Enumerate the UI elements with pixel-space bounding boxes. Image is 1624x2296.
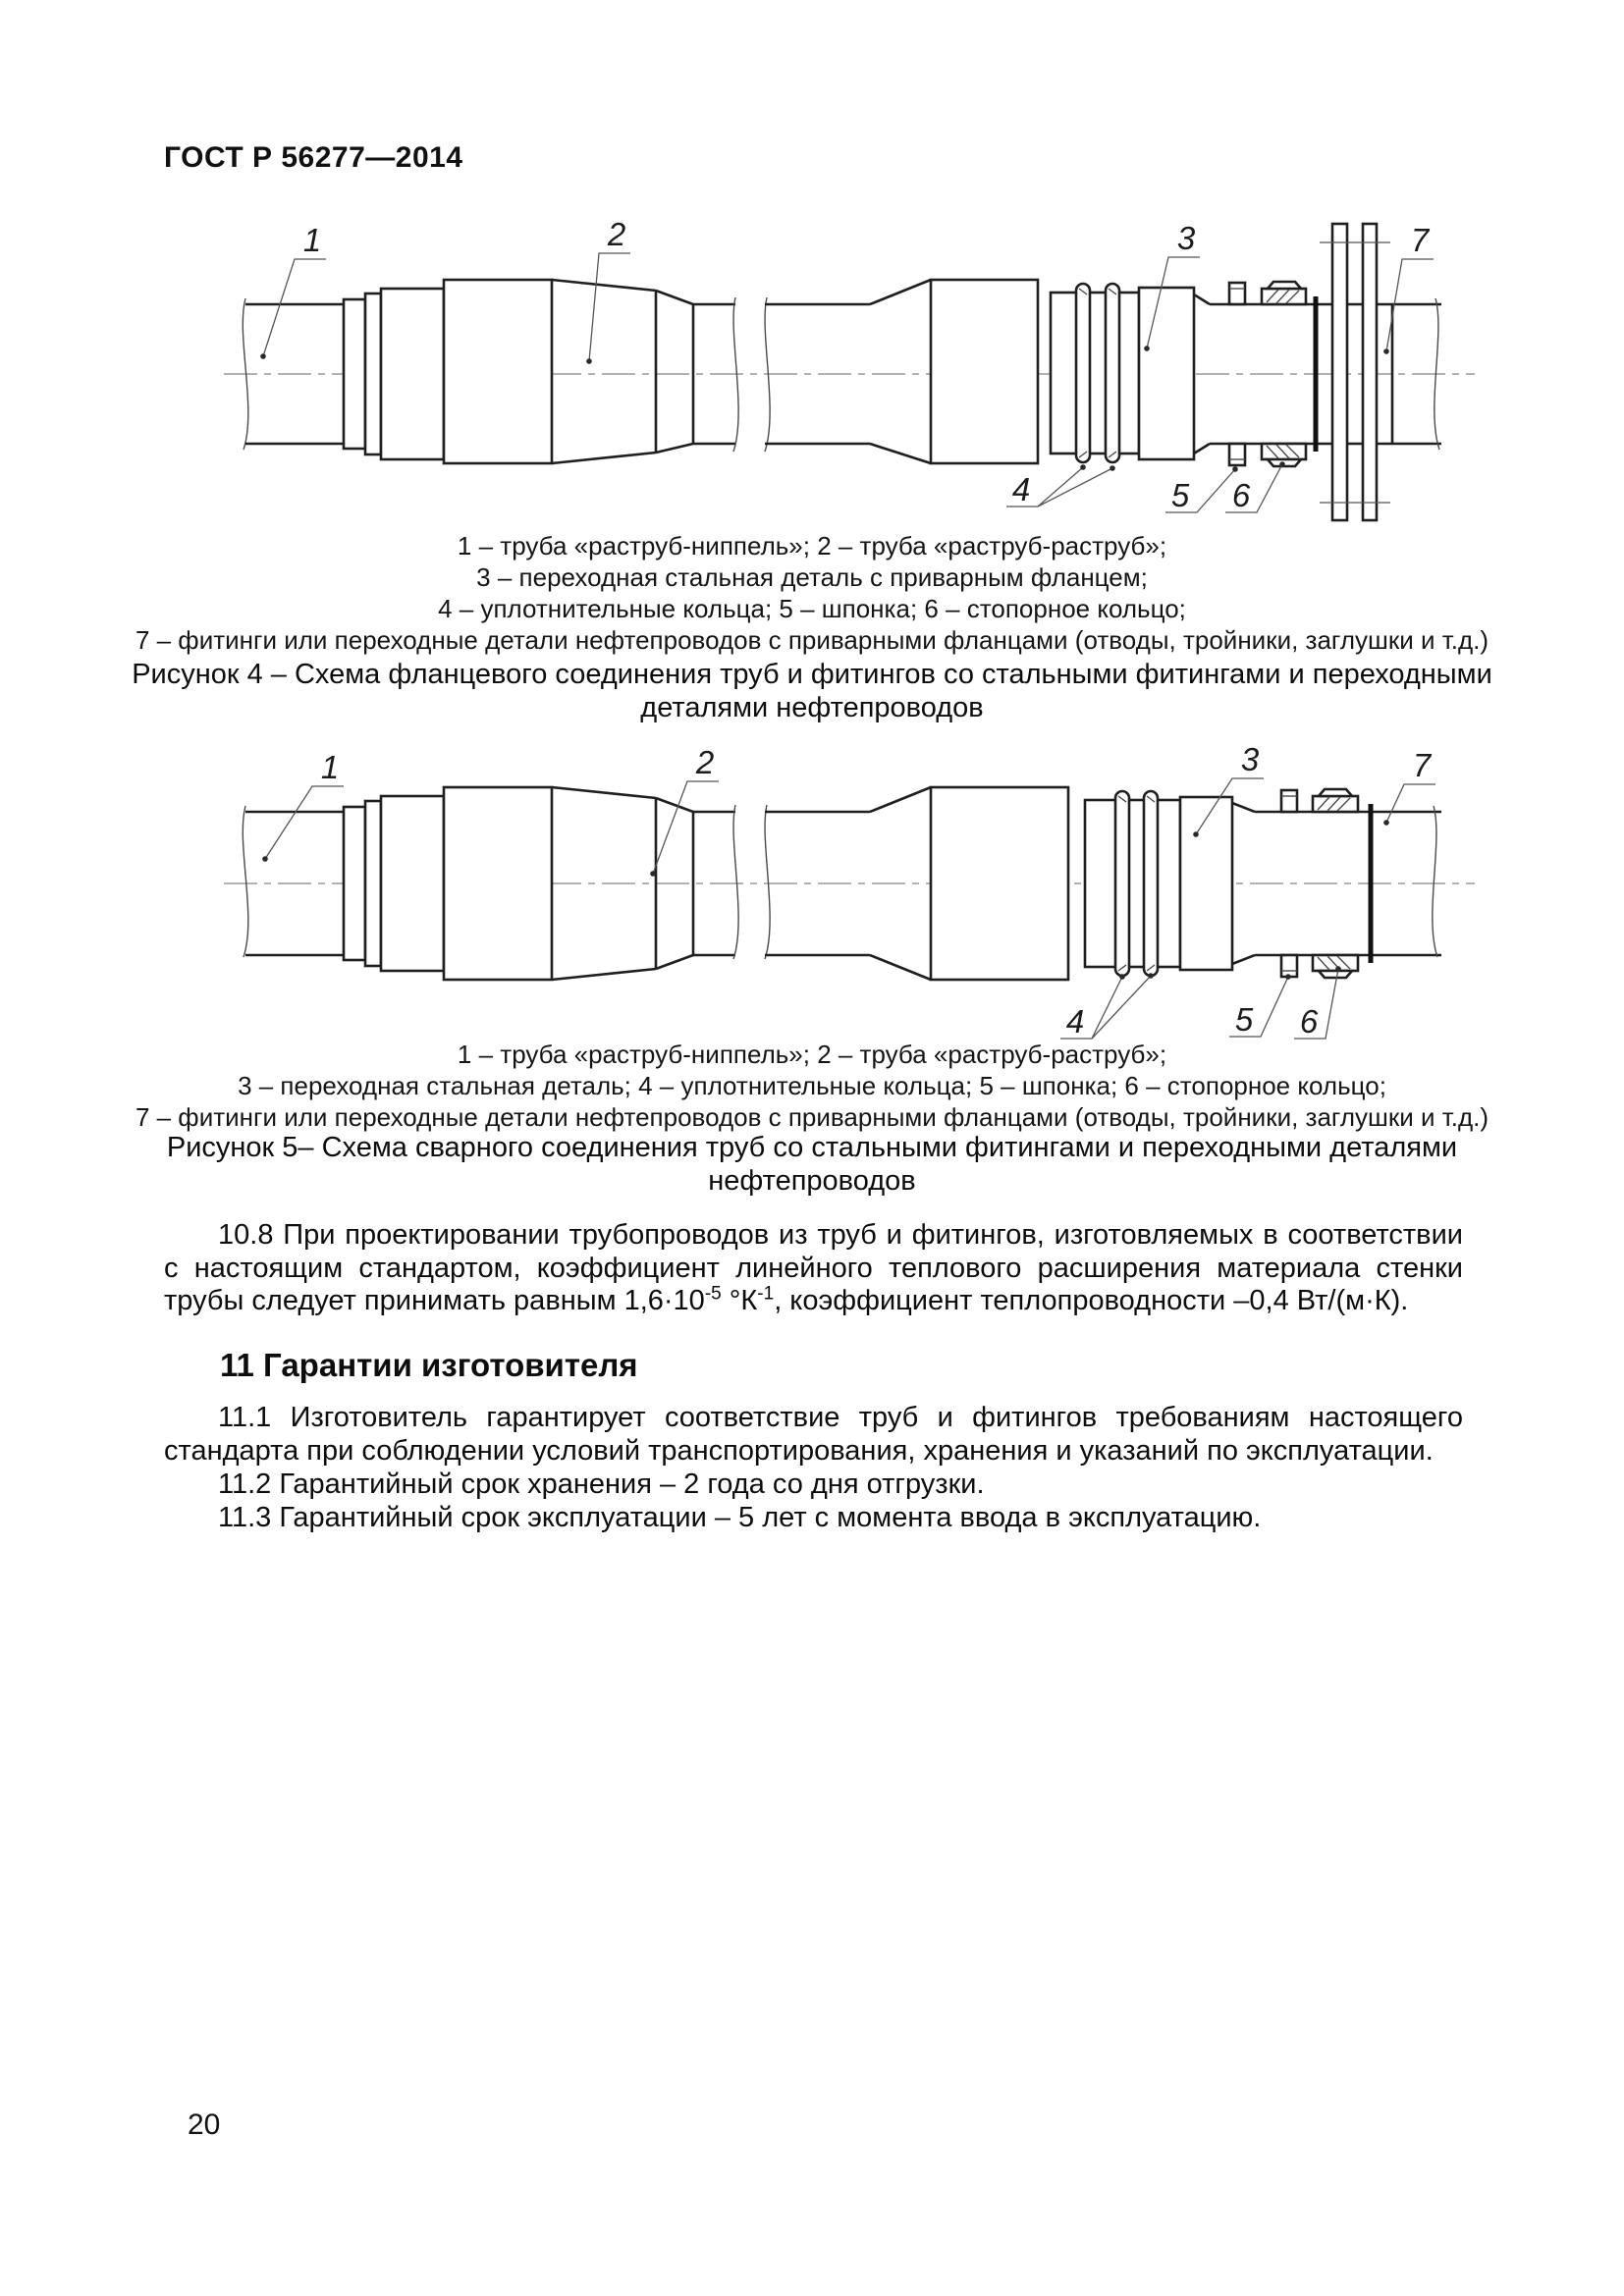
pipe-2-socket: [444, 280, 693, 463]
paragraph-10-8: [164, 1219, 1463, 1318]
figure4-caption-line: 7 – фитинги или переходные детали нефтепроводов с приварными фланцами (отводы, тройники, заглушки и т.д.): [135, 625, 1489, 655]
document-header: ГОСТ Р 56277—2014: [164, 141, 463, 174]
paragraph-11-2: 11.2 Гарантийный срок хранения – 2 года со дня отгрузки.: [218, 1468, 985, 1500]
figure4-caption: [66, 530, 1558, 656]
flange-plates: [1316, 224, 1390, 520]
figure4-caption-line: 3 – переходная стальная деталь с приварным фланцем;: [476, 562, 1148, 592]
figure4-caption-line: 1 – труба «раструб-ниппель»; 2 – труба «раструб-раструб»;: [457, 531, 1167, 561]
figure5-title: [66, 1131, 1558, 1198]
figure4-title: [66, 658, 1558, 724]
figure4-title-line2: деталями нефтепроводов: [640, 692, 984, 723]
figure4-label-1: 1: [302, 222, 322, 258]
pipe-1: [243, 796, 444, 971]
superscript-exponent: -1: [757, 1283, 775, 1305]
figure5-caption-line: 3 – переходная стальная деталь; 4 – уплотнительные кольца; 5 – шпонка; 6 – стопорное кольцо;: [238, 1071, 1386, 1100]
figure4-label-4: 4: [1011, 471, 1031, 507]
seal-section: [1085, 791, 1180, 976]
seal-section: [1051, 284, 1139, 462]
paragraph-11-3: 11.3 Гарантийный срок эксплуатации – 5 лет с момента ввода в эксплуатацию.: [218, 1502, 1262, 1533]
page-number: 20: [188, 2109, 221, 2141]
figure5-label-4: 4: [1065, 1003, 1085, 1040]
figure4-label-6: 6: [1231, 477, 1251, 513]
paragraph-10-8-text: 10.8 При проектировании трубопроводов из труб и фитингов, изготовляемых в соответствии с настоящим стандартом, коэффициент линейного теплового расширения материала стенки трубы следует принимать равным 1,6·10: [164, 1219, 1463, 1316]
figure5-label-2: 2: [695, 744, 715, 780]
figure5-label-6: 6: [1299, 1003, 1319, 1040]
figure4-label-3: 3: [1176, 220, 1196, 256]
figure4-drawing: [196, 187, 1483, 560]
figure5-title-line2: нефтепроводов: [708, 1165, 916, 1197]
figure5-caption: [66, 1039, 1558, 1133]
pipe-7: [1433, 806, 1437, 957]
figure4-label-7: 7: [1410, 222, 1430, 258]
pipe-1: [243, 289, 444, 459]
figure5-label-3: 3: [1240, 741, 1260, 777]
paragraph-11-1: 11.1 Изготовитель гарантирует соответствие труб и фитингов требованиям настоящего стандарта при соблюдении условий транспортирования, хранения и указаний по эксплуатации.: [164, 1402, 1463, 1467]
figure4-label-2: 2: [607, 216, 626, 252]
figure5-caption-line: 7 – фитинги или переходные детали нефтепроводов с приварными фланцами (отводы, тройники, заглушки и т.д.): [135, 1102, 1489, 1132]
paragraph-10-8-unit: °К: [721, 1285, 758, 1316]
figure5-label-7: 7: [1412, 747, 1432, 783]
figure4-title-line1: Рисунок 4 – Схема фланцевого соединения труб и фитингов со стальными фитингами и переходными: [132, 659, 1492, 690]
figure4-caption-line: 4 – уплотнительные кольца; 5 – шпонка; 6 – стопорное кольцо;: [438, 594, 1186, 623]
figure5-title-line1: Рисунок 5– Схема сварного соединения труб со стальными фитингами и переходными деталями: [166, 1132, 1458, 1163]
figure5-label-5: 5: [1234, 1001, 1254, 1038]
figure5-caption-line: 1 – труба «раструб-ниппель»; 2 – труба «раструб-раструб»;: [457, 1040, 1167, 1069]
paragraph-10-8-tail: , коэффициент теплопроводности –0,4 Вт/(м·К).: [774, 1285, 1409, 1316]
figure4-label-5: 5: [1170, 477, 1190, 513]
superscript-exponent: -5: [704, 1283, 722, 1305]
section-11-heading: 11 Гарантии изготовителя: [220, 1347, 638, 1383]
figure5-drawing: [196, 741, 1483, 1055]
pipe-2: [693, 280, 1038, 463]
figure5-label-1: 1: [320, 749, 340, 785]
